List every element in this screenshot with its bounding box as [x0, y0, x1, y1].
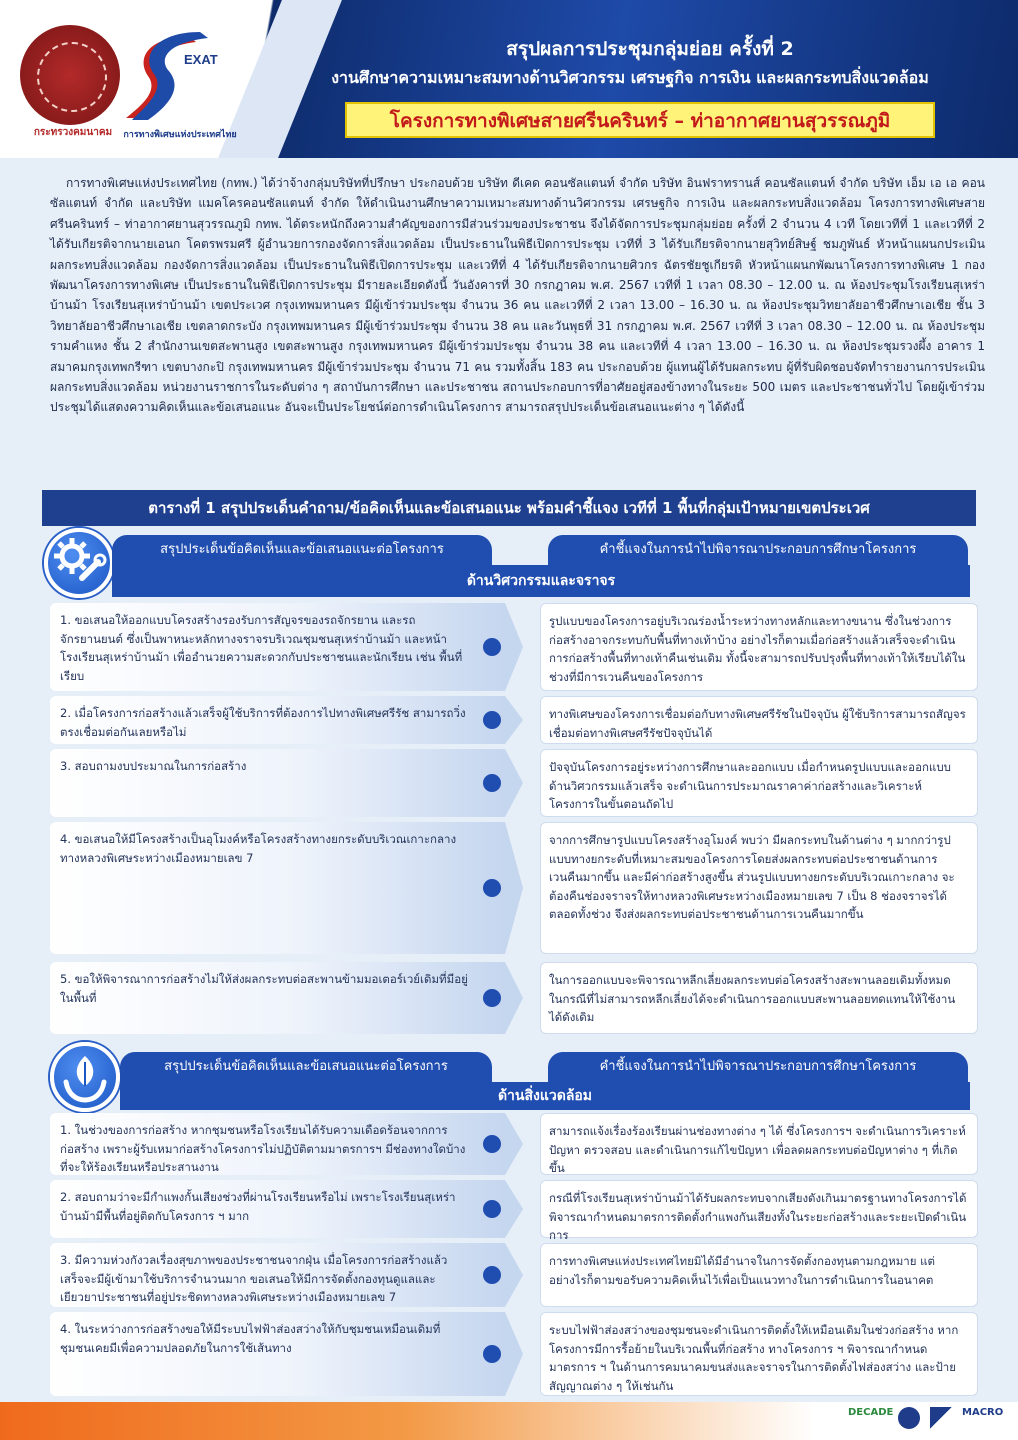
svg-text:EXAT: EXAT: [184, 52, 218, 67]
section2-left-header: สรุปประเด็นข้อคิดเห็นและข้อเสนอแนะต่อโครงการ: [120, 1052, 492, 1082]
question-text: 4. ในระหว่างการก่อสร้างขอให้มีระบบไฟฟ้าส่องสว่างให้กับชุมชนเหมือนเดิมที่ชุมชนเคยมีเพื่อความปลอดภัยในการใช้เส้นทาง: [60, 1322, 441, 1355]
question-text: 1. ในช่วงของการก่อสร้าง หากชุมชนหรือโรงเรียนได้รับความเดือดร้อนจากการก่อสร้าง เพราะผู้รับเหมาก่อสร้างโครงการไม่ปฏิบัติตามมาตรการฯ มีช่องทางใดบ้างที่จะให้ร้องเรียนหรือประสานงาน: [60, 1123, 466, 1174]
bullet-dot-icon: [483, 638, 501, 656]
leaf-hands-icon: [50, 1042, 120, 1112]
section1-question-2: [50, 696, 505, 744]
section2-answer-1: สามารถแจ้งเรื่องร้องเรียนผ่านช่องทางต่าง ๆ ได้ ซึ่งโครงการฯ จะดำเนินการวิเคราะห์ปัญหา ตรวจสอบ และดำเนินการแก้ไขปัญหา เพื่อลดผลกระทบต่อปัญหาต่าง ๆ ที่เกิดขึ้น: [540, 1113, 978, 1175]
section1-answer-5: ในการออกแบบจะพิจารณาหลีกเลี่ยงผลกระทบต่อโครงสร้างสะพานลอยเดิมทั้งหมด ในกรณีที่ไม่สามารถหลีกเลี่ยงได้จะดำเนินการออกแบบสะพานลอยทดแทนให้ใช้งานได้ดังเดิม: [540, 962, 978, 1034]
section2-question-4: [50, 1312, 505, 1396]
project-title: โครงการทางพิเศษสายศรีนครินทร์ – ท่าอากาศยานสุวรรณภูมิ: [345, 102, 935, 138]
section2-question-1: [50, 1113, 505, 1175]
question-text: 2. สอบถามว่าจะมีกำแพงกั้นเสียงช่วงที่ผ่านโรงเรียนหรือไม่ เพราะโรงเรียนสุเหร่าบ้านม้ามีพื้นที่อยู่ติดกับโครงการ ฯ มาก: [60, 1190, 456, 1223]
bullet-dot-icon: [483, 1266, 501, 1284]
exat-caption: การทางพิเศษแห่งประเทศไทย: [123, 130, 237, 140]
section1-right-header: คำชี้แจงในการนำไปพิจารณาประกอบการศึกษาโครงการ: [548, 535, 968, 565]
question-text: 5. ขอให้พิจารณาการก่อสร้างไม่ให้ส่งผลกระทบต่อสะพานข้ามมอเตอร์เวย์เดิมที่มีอยู่ในพื้นที่: [60, 972, 468, 1005]
bullet-dot-icon: [483, 989, 501, 1007]
page-title: สรุปผลการประชุมกลุ่มย่อย ครั้งที่ 2: [506, 38, 794, 60]
section2-question-2: [50, 1180, 505, 1238]
intro-paragraph: การทางพิเศษแห่งประเทศไทย (กทพ.) ได้ว่าจ้างกลุ่มบริษัทที่ปรึกษา ประกอบด้วย บริษัท ดีเคด คอนซัลแตนท์ จำกัด บริษัท อินฟราทรานส์ คอนซัลแตนท์ จำกัด บริษัท เอ็ม เอ เอ คอนซัลแตนท์ จำกัด และบริษัท แมคโครคอนซัลแตนท์ จำกัด ให้ดำเนินงานศึกษาความเหมาะสมทางด้านวิศวกรรม เศรษฐกิจ การเงิน และผลกระทบสิ่งแวดล้อม โครงการทางพิเศษสายศรีนครินทร์ – ท่าอากาศยานสุวรรณภูมิ กทพ. ได้ตระหนักถึงความสำคัญของการมีส่วนร่วมของประชาชน จึงได้จัดการประชุมกลุ่มย่อย ครั้งที่ 2 จำนวน 4 เวที โดยเวทีที่ 1 และเวทีที่ 2 ได้รับเกียรติจากนายเอนก โคตรพรมศรี ผู้อำนวยการกองจัดการสิ่งแวดล้อม เป็นประธานในพิธีเปิดการประชุม เวทีที่ 3 ได้รับเกียรติจากนายสุวิทย์สิษฐ์ ชมภูพันธ์ หัวหน้าแผนกประเมินผลกระทบสิ่งแวดล้อม กองจัดการสิ่งแวดล้อม เป็นประธานในพิธีเปิดการประชุม และเวทีที่ 4 ได้รับเกียรติจากนายศิวกร ฉัตรชัยชูเกียรติ หัวหน้าแผนกพัฒนาโครงการทางพิเศษ 1 กองพัฒนาโครงการทางพิเศษ เป็นประธานในพิธีเปิดการประชุม มีรายละเอียดดังนี้ วันอังคารที่ 30 กรกฎาคม พ.ศ. 2567 เวทีที่ 1 เวลา 08.30 – 12.00 น. ณ ห้องประชุมโรงเรียนสุเหร่าบ้านม้า โรงเรียนสุเหร่าบ้านม้า เขตประเวศ กรุงเทพมหานคร มีผู้เข้าร่วมประชุม จำนวน 36 คน และเวทีที่ 2 เวลา 13.00 – 16.30 น. ณ ห้องประชุมวิทยาลัยอาชีวศึกษาเอเชีย ชั้น 3 วิทยาลัยอาชีวศึกษาเอเชีย เขตลาดกระบัง กรุงเทพมหานคร มีผู้เข้าร่วมประชุม จำนวน 38 คน และวันพุธที่ 31 กรกฎาคม พ.ศ. 2567 เวทีที่ 3 เวลา 08.30 – 12.00 น. ณ ห้องประชุมรามคำแหง ชั้น 2 สำนักงานเขตสะพานสูง เขตสะพานสูง กรุงเทพมหานคร มีผู้เข้าร่วมประชุม จำนวน 38 คน และเวทีที่ 4 เวลา 13.00 – 16.30 น. ณ ห้องประชุมรวงผึ้ง อาคาร 1 สมาคมกรุงเทพกรีฑา เขตบางกะปิ กรุงเทพมหานคร มีผู้เข้าร่วมประชุม จำนวน 71 คน รวมทั้งสิ้น 183 คน ประกอบด้วย ผู้แทนผู้ได้รับผลกระทบ ผู้ที่รับผิดชอบจัดทำรายงานการประเมินผลกระทบสิ่งแวดล้อม หน่วยงานราชการในระดับต่าง ๆ สถาบันการศึกษา และประชาชน สถานประกอบการที่อาศัยอยู่สองข้างทางในระยะ 500 เมตร และประชาชนทั่วไป โดยผู้เข้าร่วมประชุมได้แสดงความคิดเห็นและข้อเสนอแนะ อันจะเป็นประโยชน์ต่อการดำเนินโครงการ สามารถสรุปประเด็นข้อเสนอแนะต่าง ๆ ได้ดังนี้: [50, 176, 985, 415]
section2-answer-3: การทางพิเศษแห่งประเทศไทยมิได้มีอำนาจในการจัดตั้งกองทุนตามกฎหมาย แต่อย่างไรก็ตามขอรับความคิดเห็นไว้เพื่อเป็นแนวทางในการดำเนินการในอนาคต: [540, 1243, 978, 1307]
question-text: 3. สอบถามงบประมาณในการก่อสร้าง: [60, 759, 247, 773]
section1-question-5: [50, 962, 505, 1034]
section1-left-header: สรุปประเด็นข้อคิดเห็นและข้อเสนอแนะต่อโครงการ: [112, 535, 492, 565]
section2-answer-4: ระบบไฟฟ้าส่องสว่างของชุมชนจะดำเนินการติดตั้งให้เหมือนเดิมในช่วงก่อสร้าง หากโครงการมีการรื้อย้ายในบริเวณพื้นที่ก่อสร้าง ทางโครงการ ฯ พิจารณากำหนดมาตรการ ฯ ในด้านการคมนาคมขนส่งและจราจรในการติดตั้งไฟส่องสว่าง และป้ายสัญญาณต่าง ๆ ให้เช่นกัน: [540, 1312, 978, 1396]
bullet-dot-icon: [483, 711, 501, 729]
section1-question-3: [50, 749, 505, 817]
section2-answer-2: กรณีที่โรงเรียนสุเหร่าบ้านม้าได้รับผลกระทบจากเสียงดังเกินมาตรฐานทางโครงการได้พิจารณากำหนดมาตรการติดตั้งกำแพงกันเสียงทั้งในระยะก่อสร้างและระยะเปิดดำเนินการ: [540, 1180, 978, 1238]
page-subtitle: งานศึกษาความเหมาะสมทางด้านวิศวกรรม เศรษฐกิจ การเงิน และผลกระทบสิ่งแวดล้อม: [331, 68, 929, 87]
section1-answer-4: จากการศึกษารูปแบบโครงสร้างอุโมงค์ พบว่า มีผลกระทบในด้านต่าง ๆ มากกว่ารูปแบบทางยกระดับที่เหมาะสมของโครงการโดยส่งผลกระทบต่อประชาชนด้านการเวนคืนมากขึ้น และมีค่าก่อสร้างสูงขึ้น ส่วนรูปแบบทางยกระดับบริเวณเกาะกลาง จะต้องคืนช่องจราจรให้ทางหลวงพิเศษระหว่างเมืองหมายเลข 7 เป็น 8 ช่องจราจรได้ตลอดทั้งช่วง จึงส่งผลกระทบต่อประชาชนด้านการเวนคืนมากขึ้น: [540, 822, 978, 954]
macro-logo: MACRO: [962, 1407, 1004, 1418]
bullet-dot-icon: [483, 1200, 501, 1218]
gear-wrench-icon: [44, 528, 114, 598]
infratrans-logo-icon: [898, 1407, 920, 1429]
ministry-caption: กระทรวงคมนาคม: [33, 127, 113, 138]
table-title: ตารางที่ 1 สรุปประเด็นคำถาม/ข้อคิดเห็นและข้อเสนอแนะ พร้อมคำชี้แจง เวทีที่ 1 พื้นที่กลุ่มเป้าหมายเขตประเวศ: [42, 490, 976, 526]
bullet-dot-icon: [483, 1135, 501, 1153]
bullet-dot-icon: [483, 1345, 501, 1363]
section1-topic: ด้านวิศวกรรมและจราจร: [112, 565, 970, 597]
section1-question-4: [50, 822, 505, 954]
section2-question-3: [50, 1243, 505, 1307]
section2-right-header: คำชี้แจงในการนำไปพิจารณาประกอบการศึกษาโครงการ: [548, 1052, 968, 1082]
header-banner: [0, 0, 1018, 158]
bullet-dot-icon: [483, 879, 501, 897]
question-text: 4. ขอเสนอให้มีโครงสร้างเป็นอุโมงค์หรือโครงสร้างทางยกระดับบริเวณเกาะกลางทางหลวงพิเศษระหว่างเมืองหมายเลข 7: [60, 832, 457, 865]
question-text: 3. มีความห่วงกังวลเรื่องสุขภาพของประชาชนจากฝุ่น เมื่อโครงการก่อสร้างแล้วเสร็จจะมีผู้เข้ามาใช้บริการจำนวนมาก ขอเสนอให้มีการจัดตั้งกองทุนดูแลและเยียวยาประชาชนที่อยู่ประชิดทางหลวงพิเศษระหว่างเมืองหมายเลข 7: [60, 1253, 448, 1304]
decade-logo: DECADE: [848, 1407, 894, 1418]
section1-question-1: [50, 603, 505, 691]
ministry-seal-icon: [20, 25, 120, 125]
maa-logo-icon: [930, 1407, 952, 1429]
section2-topic: ด้านสิ่งแวดล้อม: [120, 1082, 970, 1110]
section1-answer-3: ปัจจุบันโครงการอยู่ระหว่างการศึกษาและออกแบบ เมื่อกำหนดรูปแบบและออกแบบด้านวิศวกรรมแล้วเสร็จ จะดำเนินการประมาณราคาค่าก่อสร้างและวิเคราะห์โครงการในขั้นตอนถัดไป: [540, 749, 978, 817]
bullet-dot-icon: [483, 774, 501, 792]
question-text: 1. ขอเสนอให้ออกแบบโครงสร้างรองรับการสัญจรของรถจักรยาน และรถจักรยานยนต์ ซึ่งเป็นพาหนะหลักทางจราจรบริเวณชุมชนสุเหร่าบ้านม้า และหน้าโรงเรียนสุเหร่าบ้านม้า เพื่ออำนวยความสะดวกกับประชาชนและนักเรียน เช่น พื้นที่เรียบ: [60, 613, 463, 683]
exat-logo-icon: [118, 28, 228, 123]
section1-answer-2: ทางพิเศษของโครงการเชื่อมต่อกับทางพิเศษศรีรัชในปัจจุบัน ผู้ใช้บริการสามารถสัญจรเชื่อมต่อทางพิเศษศรีรัชปัจจุบันได้: [540, 696, 978, 744]
question-text: 2. เมื่อโครงการก่อสร้างแล้วเสร็จผู้ใช้บริการที่ต้องการไปทางพิเศษศรีรัช สามารถวิ่งตรงเชื่อมต่อกันเลยหรือไม่: [60, 706, 466, 739]
section1-answer-1: รูปแบบของโครงการอยู่บริเวณร่องน้ำระหว่างทางหลักและทางขนาน ซึ่งในช่วงการก่อสร้างอาจกระทบกับพื้นที่ทางเท้าบ้าง อย่างไรก็ตามเมื่อก่อสร้างแล้วเสร็จจะดำเนินการก่อสร้างพื้นที่ทางเท้าคืนเช่นเดิม ทั้งนี้จะสามารถปรับปรุงพื้นที่ทางเท้าให้เรียบได้ในช่วงที่มีการเวนคืนของโครงการ: [540, 603, 978, 691]
